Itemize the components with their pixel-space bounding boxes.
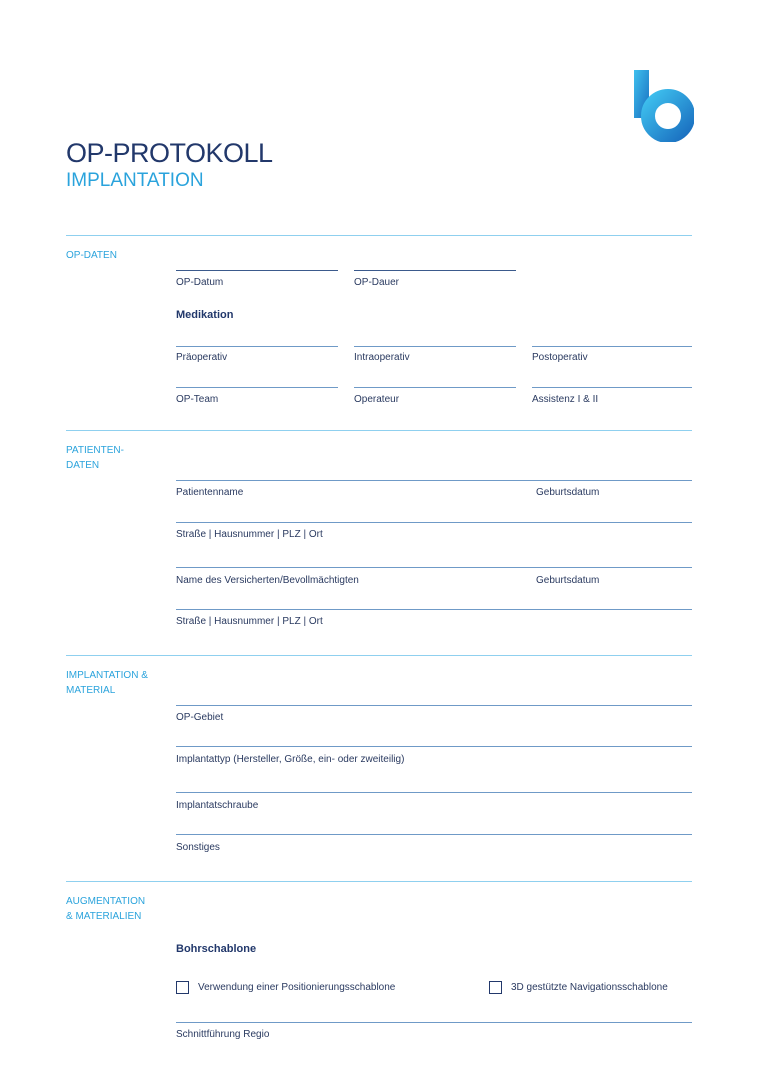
- operateur-field[interactable]: [354, 387, 516, 388]
- adresse-label: Straße | Hausnummer | PLZ | Ort: [176, 616, 323, 627]
- op-datum-label: OP-Datum: [176, 277, 224, 288]
- section-label-augmentation: [66, 894, 171, 924]
- bohrschablone-heading: Bohrschablone: [176, 943, 257, 955]
- section-divider: [66, 430, 692, 431]
- page-title: OP-PROTOKOLL: [66, 138, 273, 168]
- sonstiges-label: Sonstiges: [176, 842, 220, 853]
- operateur-label: Operateur: [354, 394, 400, 405]
- op-gebiet-label: OP-Gebiet: [176, 712, 224, 723]
- schnittfuehrung-label: Schnittführung Regio: [176, 1029, 270, 1040]
- praeoperativ-label: Präoperativ: [176, 352, 228, 363]
- intraoperativ-label: Intraoperativ: [354, 352, 410, 363]
- op-dauer-label: OP-Dauer: [354, 277, 400, 288]
- section-label-implantation-material: [66, 668, 171, 698]
- navigationsschablone-label: 3D gestützte Navigationsschablone: [511, 982, 668, 993]
- section-divider: [66, 655, 692, 656]
- implantatschraube-label: Implantatschraube: [176, 800, 259, 811]
- page-subtitle: IMPLANTATION: [66, 170, 204, 191]
- schnittfuehrung-field[interactable]: [176, 1022, 692, 1023]
- patientenname-field[interactable]: [176, 480, 692, 481]
- adresse-field[interactable]: [176, 522, 692, 523]
- op-dauer-field[interactable]: [354, 270, 516, 271]
- praeoperativ-field[interactable]: [176, 346, 338, 347]
- implantattyp-label: Implantattyp (Hersteller, Größe, ein- oder zweiteilig): [176, 754, 405, 765]
- intraoperativ-field[interactable]: [354, 346, 516, 347]
- section-label-line: DATEN: [66, 460, 100, 471]
- section-label-patienten-daten: [66, 443, 171, 473]
- b-logo-icon: [632, 70, 694, 142]
- section-label-line: MATERIAL: [66, 685, 116, 696]
- sonstiges-field[interactable]: [176, 834, 692, 835]
- geburtsdatum-label: Geburtsdatum: [536, 487, 600, 498]
- op-gebiet-field[interactable]: [176, 705, 692, 706]
- section-label-op-daten: OP-DATEN: [66, 250, 117, 261]
- adresse-field[interactable]: [176, 609, 692, 610]
- op-team-field[interactable]: [176, 387, 338, 388]
- patientenname-label: Patientenname: [176, 487, 244, 498]
- section-divider: [66, 881, 692, 882]
- navigationsschablone-checkbox[interactable]: [489, 981, 502, 994]
- postoperativ-label: Postoperativ: [532, 352, 588, 363]
- op-team-label: OP-Team: [176, 394, 219, 405]
- positionierungsschablone-label: Verwendung einer Positionierungsschablone: [198, 982, 396, 993]
- section-label-line: IMPLANTATION &: [66, 670, 148, 681]
- op-datum-field[interactable]: [176, 270, 338, 271]
- section-label-line: AUGMENTATION: [66, 896, 146, 907]
- geburtsdatum-label: Geburtsdatum: [536, 575, 600, 586]
- implantatschraube-field[interactable]: [176, 792, 692, 793]
- versicherter-field[interactable]: [176, 567, 692, 568]
- assistenz-field[interactable]: [532, 387, 692, 388]
- section-divider: [66, 235, 692, 236]
- medikation-heading: Medikation: [176, 309, 234, 321]
- section-label-line: & MATERIALIEN: [66, 911, 142, 922]
- versicherter-label: Name des Versicherten/Bevollmächtigten: [176, 575, 359, 586]
- section-label-line: PATIENTEN-: [66, 445, 124, 456]
- implantattyp-field[interactable]: [176, 746, 692, 747]
- adresse-label: Straße | Hausnummer | PLZ | Ort: [176, 529, 323, 540]
- assistenz-label: Assistenz I & II: [532, 394, 599, 405]
- positionierungsschablone-checkbox[interactable]: [176, 981, 189, 994]
- postoperativ-field[interactable]: [532, 346, 692, 347]
